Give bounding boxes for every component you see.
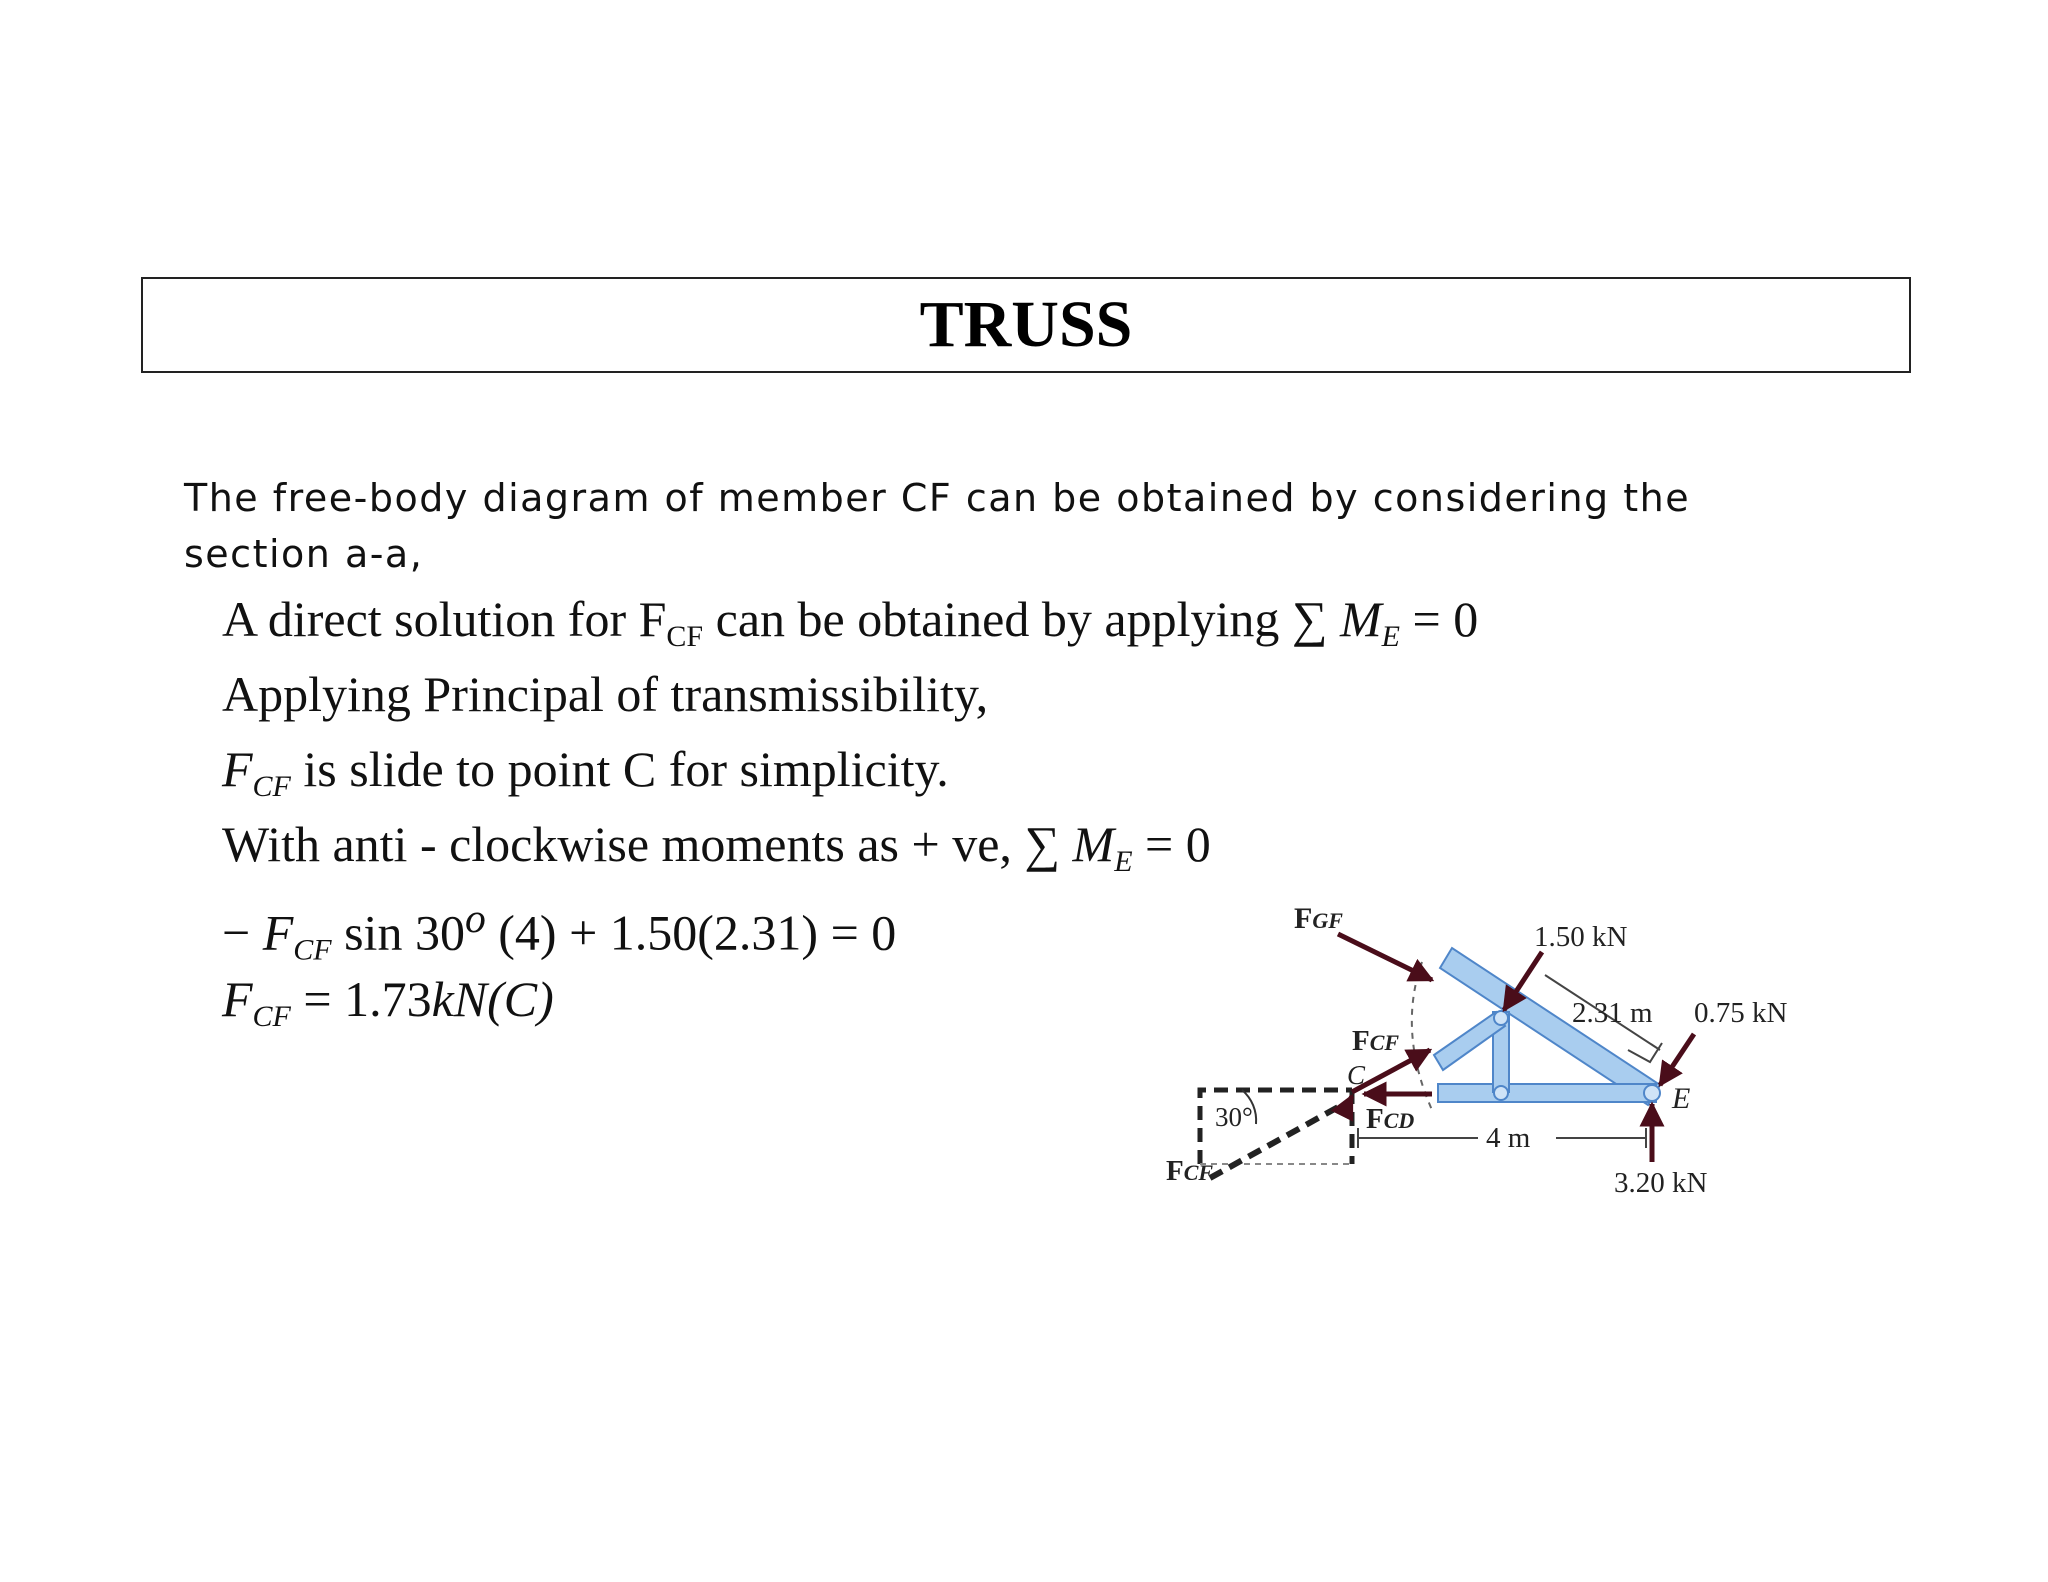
line-moment-equation: − $F_{CF}$ sin 30$^o$ (4) + 1.50(2.31) = 0 [222, 896, 897, 967]
label-angle: 30° [1215, 1102, 1253, 1132]
line-transmissibility: Applying Principal of transmissibility, [222, 666, 989, 722]
line-direct-solution: A direct solution for $F_{CF}$ can be obtained by applying ∑ $M_E = 0$ [222, 591, 1479, 653]
line-slide-to-c: $F_{CF}$ is slide to point C for simplicity. [222, 741, 949, 803]
label-e: E [1672, 1082, 1691, 1115]
member-bottom-chord [1438, 1084, 1656, 1102]
page-title: TRUSS [919, 288, 1133, 361]
joint-bottom [1494, 1086, 1508, 1100]
joint-e [1644, 1085, 1660, 1101]
line-result: $F_{CF} = 1.73kN(C)$ [222, 971, 554, 1033]
label-load-1-50: 1.50 kN [1534, 921, 1628, 953]
label-c: C [1347, 1060, 1366, 1090]
arrow-fcf-c [1345, 1096, 1352, 1110]
label-span-4m: 4 m [1486, 1122, 1531, 1154]
label-fcf-dashed: FCF [1166, 1155, 1214, 1187]
intro-paragraph: The free-body diagram of member CF can be obtained by considering the section a-a, [184, 476, 1691, 576]
arrow-fgf [1338, 934, 1432, 980]
joint-top [1494, 1011, 1508, 1025]
line-moment-convention: With anti - clockwise moments as + ve, ∑ $M_E = 0$ [222, 816, 1211, 878]
section-cut-line [1412, 962, 1432, 1110]
label-load-0-75: 0.75 kN [1694, 997, 1788, 1029]
label-reaction-3-20: 3.20 kN [1614, 1167, 1708, 1199]
arrow-load-0-75 [1660, 1034, 1694, 1085]
label-dist-2-31: 2.31 m [1572, 997, 1653, 1029]
label-fgf: FGF [1294, 902, 1343, 935]
label-fcd: FCD [1366, 1103, 1415, 1135]
label-fcf: FCF [1352, 1025, 1400, 1057]
